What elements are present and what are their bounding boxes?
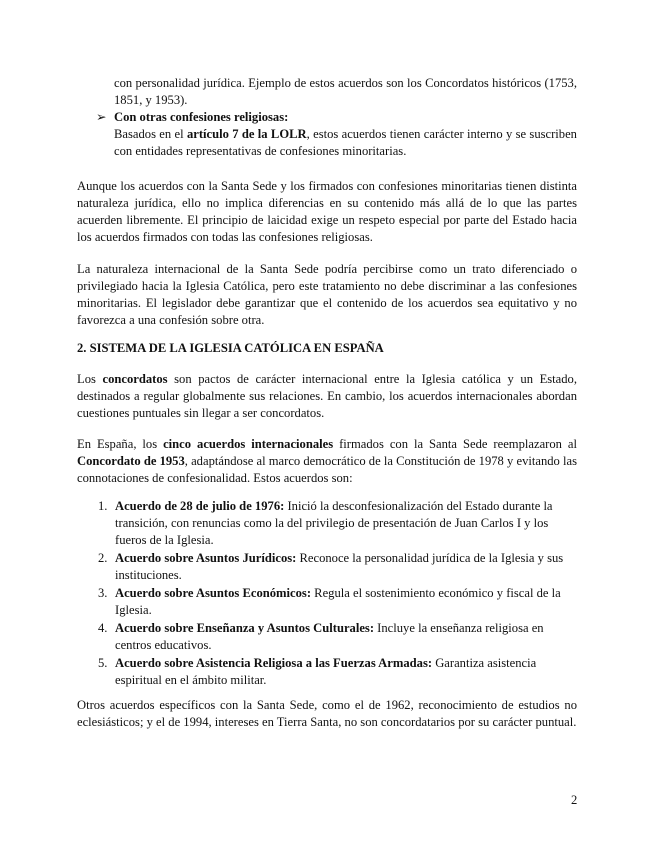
paragraph-1: Aunque los acuerdos con la Santa Sede y los firmados con confesiones minoritarias tienen distinta naturaleza jurídica, ello no implica diferencias en su contenido más allá de lo que las partes acuerden libremente. El principio de laicidad exige un respeto especial por parte del Estado hacia los acuerdos firmados con todas las confesiones religiosas. [77, 179, 577, 244]
bullet-text-start: Basados en el [114, 127, 187, 141]
list-item [77, 655, 577, 689]
bullet-title: Con otras confesiones religiosas: [114, 110, 289, 124]
list-item-title: Acuerdo sobre Enseñanza y Asuntos Culturales: [115, 621, 375, 635]
p3-bold: concordatos [102, 372, 168, 386]
list-item-text: Inició la desconfesionalización del Estado durante la transición, con renuncias como la del privilegio de presentación de Juan Carlos I y los fueros de la Iglesia. [115, 499, 553, 547]
page-number: 2 [571, 793, 578, 807]
list-item-text: Reconoce la personalidad jurídica de la Iglesia y sus instituciones. [115, 551, 564, 582]
bullet-text-end: , estos acuerdos tienen carácter interno y se suscriben con entidades representativas de confesiones minoritarias. [114, 127, 577, 158]
list-number: 5. [98, 656, 108, 670]
list-item [77, 585, 577, 619]
list-number: 2. [98, 551, 108, 565]
paragraph-5: Otros acuerdos específicos con la Santa Sede, como el de 1962, reconocimiento de estudios no eclesiásticos; y el de 1994, intereses en Tierra Santa, no son concordatarios por su carácter puntual. [77, 698, 577, 729]
p3-text-start: Los [77, 372, 103, 386]
paragraph-4 [77, 436, 577, 487]
list-item-text: Regula el sostenimiento económico y fiscal de la Iglesia. [115, 586, 561, 617]
agreements-list [77, 498, 577, 690]
list-number: 1. [98, 499, 108, 513]
list-number: 4. [98, 621, 108, 635]
arrow-bullet-icon: ➢ [96, 110, 107, 124]
bullet-body [114, 126, 577, 160]
p4-bold-1: cinco acuerdos internacionales [163, 437, 334, 451]
list-item [77, 498, 577, 549]
list-item-text: Garantiza asistencia espiritual en el ámbito militar. [115, 656, 537, 687]
list-item-title: Acuerdo sobre Asuntos Económicos: [115, 586, 312, 600]
list-number: 3. [98, 586, 108, 600]
list-item-title: Acuerdo de 28 de julio de 1976: [115, 499, 285, 513]
list-item [77, 620, 577, 654]
paragraph-2: La naturaleza internacional de la Santa Sede podría percibirse como un trato diferenciado o privilegiado hacia la Iglesia Católica, pero este tratamiento no debe discriminar a las confesiones minoritarias. El legislador debe garantizar que el contenido de los acuerdos sea equitativo y no favorezca a una confesión sobre otra. [77, 262, 577, 327]
bullet-item [96, 109, 577, 126]
list-item-title: Acuerdo sobre Asistencia Religiosa a las Fuerzas Armadas: [115, 656, 433, 670]
p3-text-end: son pactos de carácter internacional entre la Iglesia católica y un Estado, destinados a regular globalmente sus relaciones. En cambio, los acuerdos internacionales abordan cuestiones puntuales sin llegar a ser concordatos. [77, 372, 577, 420]
p4-text-start: En España, los [77, 437, 164, 451]
list-item-title: Acuerdo sobre Asuntos Jurídicos: [115, 551, 297, 565]
bullet-text-bold: artículo 7 de la LOLR [186, 127, 307, 141]
paragraph-3 [77, 371, 577, 422]
list-item-text: Incluye la enseñanza religiosa en centros educativos. [115, 621, 544, 652]
p4-text-mid: firmados con la Santa Sede reemplazaron al [333, 437, 577, 451]
continuation-paragraph: con personalidad jurídica. Ejemplo de estos acuerdos son los Concordatos históricos (1753, 1851, y 1953). [114, 76, 577, 107]
p4-text-end: , adaptándose al marco democrático de la Constitución de 1978 y evitando las connotaciones de confesionalidad. Estos acuerdos son: [77, 454, 577, 485]
list-item [77, 550, 577, 584]
section-heading: 2. SISTEMA DE LA IGLESIA CATÓLICA EN ESPAÑA [77, 341, 384, 355]
p4-bold-2: Concordato de 1953 [77, 454, 185, 468]
